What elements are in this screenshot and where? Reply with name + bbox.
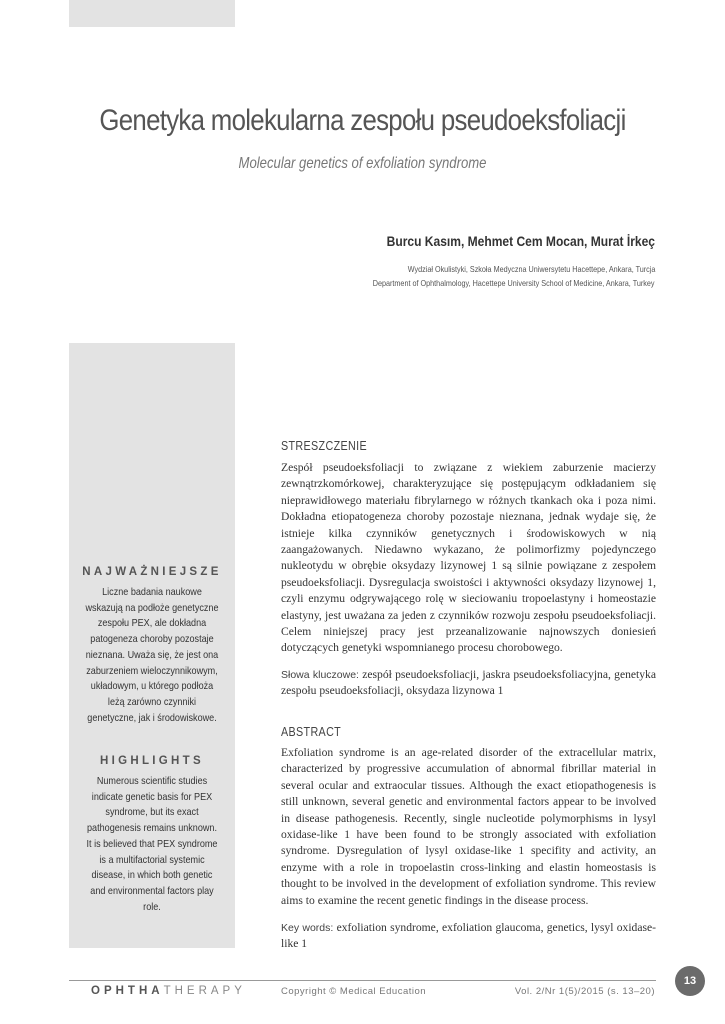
keywords-label-english: Key words:	[281, 922, 334, 934]
abstract-text: Exfoliation syndrome is an age-related disorder of the extracellular matrix, characterized by progressive accumulation of abnormal fibrillar material in several ocular and extraocular tissues. Although the exact etiopathogenesis is still unknown, several genetic and environmental factors appear to be involved in disease pathogenesis. Recently, single nucleotide polymorphisms in lysyl oxidase-like 1 have been found to be strongly associated with exfoliation syndrome. Dysregulation of lysyl oxidase-like 1 specifity and activity, an enzyme with a role in tropoelastin cross-linking and elastin homeostasis is thought to be involved in the development of exfoliation syndrome. This review aims to examine the recent genetic findings in the disease process.	[281, 746, 656, 907]
affiliation-english: Department of Ophthalmology, Hacettepe University School of Medicine, Ankara, Turkey	[373, 278, 655, 288]
article-title: Genetyka molekularna zespołu pseudoeksfoliacji	[99, 104, 626, 137]
article-subtitle: Molecular genetics of exfoliation syndrome	[238, 155, 487, 172]
sidebar-heading-english: HIGHLIGHTS	[100, 755, 204, 767]
sidebar-text-english: Numerous scientific studies indicate genetic basis for PEX syndrome, but its exact pathogenesis remains unknown. It is believed that PEX syndrome is a multifactorial systemic disease, in which both genetic and environmental factors play role.	[86, 776, 218, 913]
sidebar-heading-polish: NAJWAŻNIEJSZE	[82, 566, 222, 578]
footer-divider	[69, 980, 656, 981]
authors: Burcu Kasım, Mehmet Cem Mocan, Murat İrkeç	[386, 233, 655, 249]
sidebar-text-polish: Liczne badania naukowe wskazują na podłoże genetyczne zespołu PEX, ale dokładna patogeneza choroby pozostaje nieznana. Uważa się, że jest ona zaburzeniem wieloczynnikowym, układowym, u którego podłoża leżą zarówno czynniki genetyczne, jak i środowiskowe.	[85, 587, 219, 724]
journal-logo-part2: THERAPY	[163, 985, 246, 997]
header-gray-block	[69, 0, 235, 27]
page-number: 13	[675, 966, 705, 996]
keywords-polish: zespół pseudoeksfoliacji, jaskra pseudoeksfoliacyjna, genetyka zespołu pseudoeksfoliacji, oksydaza lizynowa 1	[281, 668, 657, 698]
abstract-keywords	[281, 920, 656, 953]
keywords-label-polish: Słowa kluczowe:	[281, 669, 359, 681]
streszczenie-heading: STRESZCZENIE	[281, 439, 367, 453]
streszczenie-text: Zespół pseudoeksfoliacji to związane z wiekiem zaburzenie macierzy zewnątrzkomórkowej, charakteryzujące się postępującym odkładaniem się nieprawidłowego materiału fibrylarnego w różnych tkankach oka i poza nimi. Dokładna etiopatogeneza choroby pozostaje nieznana, jednak wydaje się, że istnieje kilka czynników genetycznych i środowiskowych w nią zaangażowanych. Niedawno wykazano, że polimorfizmy pojedynczego nukleotydu w obrębie oksydazy lizynowej 1 są silnie powiązane z zespołem pseudoeksfoliacji. Dysregulacja swoistości i aktywności oksydazy lizynowej 1, czyli enzymu odgrywającego rolę w sieciowaniu tropoelastyny i homeostazie elastyny, jest uważana za jeden z czynników rozwoju zespołu pseudoeksfoliacji. Celem niniejszej pracy jest przeanalizowanie najnowszych doniesień dotyczących genetyki wspomnianego procesu chorobowego.	[281, 461, 656, 655]
abstract-heading: ABSTRACT	[281, 725, 342, 739]
journal-logo-part1: OPHTHA	[91, 985, 164, 997]
streszczenie-keywords	[281, 667, 656, 700]
journal-logo	[91, 985, 246, 997]
affiliation-polish: Wydział Okulistyki, Szkoła Medyczna Uniwersytetu Hacettepe, Ankara, Turcja	[407, 264, 655, 274]
keywords-english: exfoliation syndrome, exfoliation glaucoma, genetics, lysyl oxidase-like 1	[281, 921, 657, 951]
copyright: Copyright © Medical Education	[281, 986, 427, 997]
volume-info: Vol. 2/Nr 1(5)/2015 (s. 13–20)	[514, 986, 655, 997]
